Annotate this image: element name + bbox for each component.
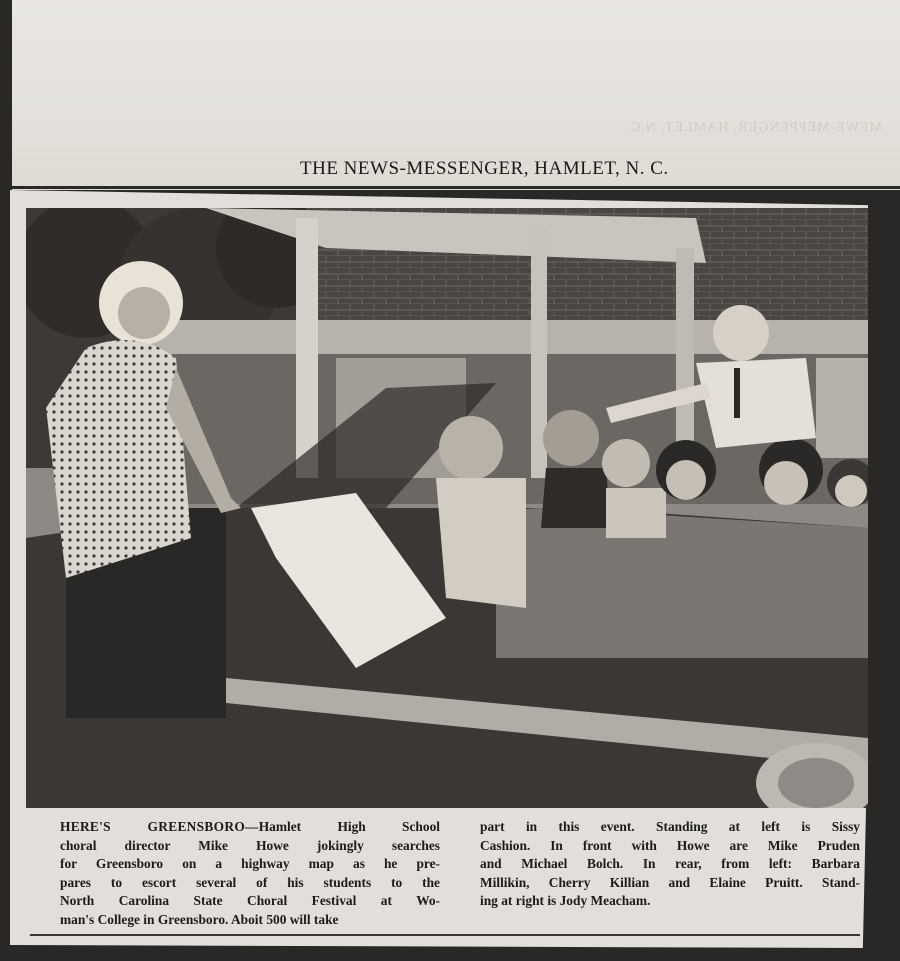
newspaper-masthead: THE NEWS-MESSENGER, HAMLET, N. C. bbox=[300, 158, 669, 179]
caption-bottom-rule bbox=[30, 934, 860, 936]
masthead-rule bbox=[12, 186, 900, 189]
caption-line: North Carolina State Choral Festival at Wo- bbox=[60, 893, 440, 909]
caption-column-left bbox=[60, 818, 440, 930]
caption-line-text: Hamlet High School bbox=[258, 819, 440, 834]
caption-line: pares to escort several of his students to the bbox=[60, 874, 440, 890]
news-photo bbox=[26, 208, 868, 808]
caption-line: choral director Mike Howe jokingly searches bbox=[60, 837, 440, 853]
bleed-through-text: MEWE-MEPPENGER, HAMLET, N.C. bbox=[625, 120, 882, 135]
caption-line bbox=[60, 818, 440, 837]
caption-column-right bbox=[480, 818, 860, 930]
caption-line: part in this event. Standing at left is Sissy bbox=[480, 819, 860, 834]
caption-line: man's College in Greensboro. Aboit 500 will take bbox=[60, 911, 339, 927]
caption-line: Millikin, Cherry Killian and Elaine Pruitt. Stand- bbox=[480, 874, 860, 890]
caption-line: ing at right is Jody Meacham. bbox=[480, 893, 651, 909]
photo-illustration bbox=[26, 208, 868, 808]
caption-line: for Greensboro on a highway map as he pre- bbox=[60, 856, 440, 872]
caption-line: and Michael Bolch. In rear, from left: Barbara bbox=[480, 856, 860, 872]
caption-lead: HERE'S GREENSBORO— bbox=[60, 819, 259, 834]
photo-caption bbox=[60, 818, 860, 930]
caption-line: Cashion. In front with Howe are Mike Pruden bbox=[480, 837, 860, 853]
